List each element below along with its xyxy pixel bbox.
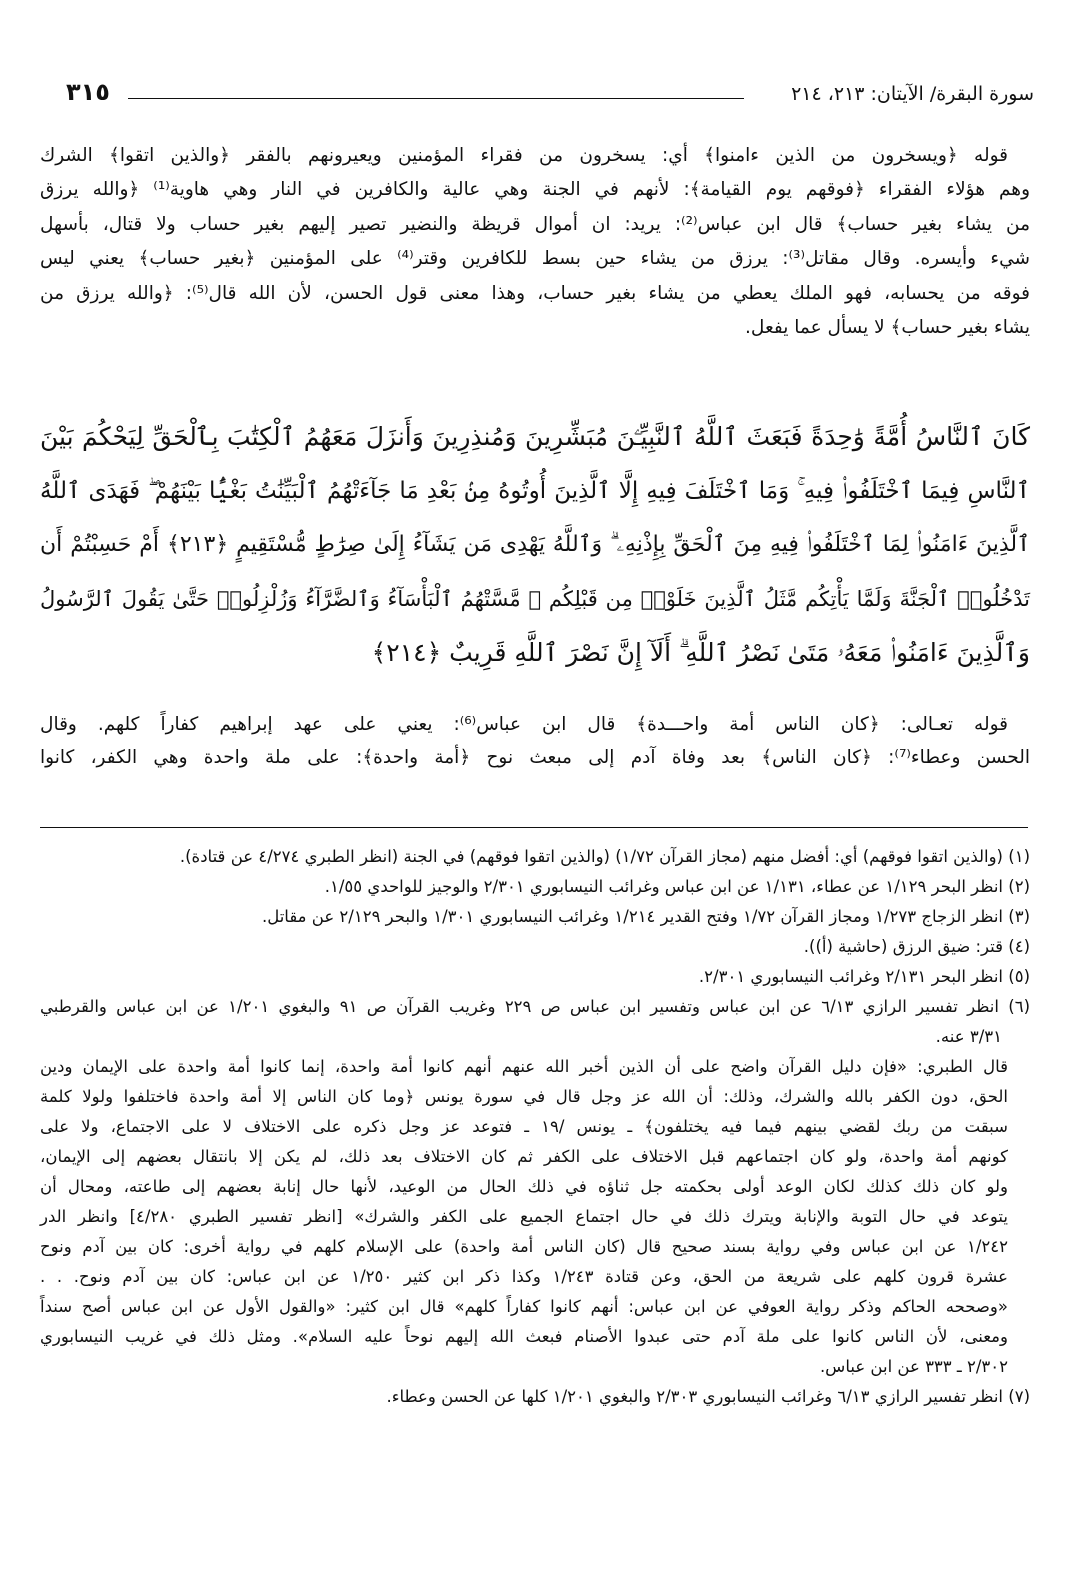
footnote-4: (٤) قتر: ضيق الرزق (حاشية (أ)). [803,937,1030,956]
page-number: ٣١٥ [66,78,110,106]
running-title: سورة البقرة/ الآيتان: ٢١٣، ٢١٤ [791,83,1034,105]
text-line: وهم هؤلاء الفقراء ﴿فوقهم يوم القيامة﴾: لأنهم في الجنة وهي عالية والكافرين في النار وهي هاوية⁽¹⁾ ﴿والله يرزق [40,179,1031,201]
verse-line: كَانَ ٱلنَّاسُ أُمَّةً وَٰحِدَةً فَبَعَثَ ٱللَّهُ ٱلنَّبِيِّـۧنَ مُبَشِّرِينَ وَمُنذِرِينَ وَأَنزَلَ مَعَهُمُ ٱلْكِتَٰبَ بِٱلْحَقِّ لِيَحْكُمَ بَيْنَ [40,422,1030,451]
verse-line: تَدْخُلُوا۟ ٱلْجَنَّةَ وَلَمَّا يَأْتِكُم مَّثَلُ ٱلَّذِينَ خَلَوْا۟ مِن قَبْلِكُم ۖ مَّسَّتْهُمُ ٱلْبَأْسَآءُ وَٱلضَّرَّآءُ وَزُلْزِلُوا۟ حَتَّىٰ يَقُولَ ٱلرَّسُولُ [40,587,1030,611]
footnote-6-commentary-line: سبقت من ربك لقضي بينهم فيما فيه يختلفون﴾ ـ يونس /١٩ ـ فتوعد عز وجل ذكره على الاختلاف لا على الاجتماع، ولا على [40,1117,1008,1136]
text-line: من يشاء بغير حساب﴾ قال ابن عباس⁽²⁾: يريد: ان أموال قريظة والنضير تصير إليهم بغير حساب ولا قتال، بأسهل [40,213,1030,235]
commentary-paragraph-2 [40,708,1030,774]
footnote-6-commentary-line: الحق، دون الكفر بالله والشرك، وذلك: أن الله عز وجل قال في سورة يونس ﴿وما كان الناس إلا أمة واحدة فاختلفوا ولولا كلمة [40,1087,1008,1106]
footnote-6-commentary-line: كونهم أمة واحدة، ولو كان اجتماعهم قبل الاختلاف على الكفر ثم كان الاختلاف بعد ذلك، لم يكن إلا بانتقال بعضهم إلى الإيمان، [40,1147,1008,1166]
quran-verses [40,410,1030,680]
footnote-6-commentary-line: ولو كان ذلك كذلك لكان الوعد أولى بحكمته جل ثناؤه في ذلك الحال من الوعيد، لأنها حال إنابة بعضهم إلى طاعته، ومحال أن [40,1177,1008,1196]
verse-line: ٱلَّذِينَ ءَامَنُوا۟ لِمَا ٱخْتَلَفُوا۟ فِيهِ مِنَ ٱلْحَقِّ بِإِذْنِهِۦ ۗ وَٱللَّهُ يَهْدِى مَن يَشَآءُ إِلَىٰ صِرَٰطٍ مُّسْتَقِيمٍ ﴿٢١٣﴾ أَمْ حَسِبْتُمْ أَن [40,532,1030,557]
text-line: قوله تعـالى: ﴿كان الناس أمة واحـــدة﴾ قال ابن عباس⁽⁶⁾: يعني على عهد إبراهيم كفاراً كلهم. وقال [40,714,1008,735]
footnote-separator [40,827,1028,828]
footnote-5: (٥) انظر البحر ٢/١٣١ وغرائب النيسابوري ٢/٣٠١. [698,967,1030,986]
text-line: الحسن وعطاء⁽⁷⁾: ﴿كان الناس﴾ بعد وفاة آدم إلى مبعث نوح ﴿أمة واحدة﴾: على ملة واحدة وهي الكفر، كانوا [40,747,1030,768]
running-header [66,76,1034,108]
footnote-7: (٧) انظر تفسير الرازي ٦/١٣ وغرائب النيسابوري ٢/٣٠٣ والبغوي ١/٢٠١ كلها عن الحسن وعطاء. [386,1387,1030,1406]
verse-line: وَٱلَّذِينَ ءَامَنُوا۟ مَعَهُۥ مَتَىٰ نَصْرُ ٱللَّهِ ۗ أَلَآ إِنَّ نَصْرَ ٱللَّهِ قَرِيبٌ ﴿٢١٤﴾ [371,638,1030,667]
commentary-paragraph-1 [40,139,1030,345]
footnotes [40,842,1030,1412]
header-rule [128,98,744,99]
footnote-2: (٢) انظر البحر ١/١٢٩ عن عطاء، ١/١٣١ عن ابن عباس وغرائب النيسابوري ٢/٣٠١ والوجيز للواحدي ١/٥٥. [324,877,1030,896]
footnote-6-commentary-line: «وصححه الحاكم وذكر رواية العوفي عن ابن عباس: أنهم كانوا كفاراً كلهم» قال ابن كثير: «والقول الأول عن ابن عباس أصح سنداً [40,1297,1008,1316]
verse-line: ٱلنَّاسِ فِيمَا ٱخْتَلَفُوا۟ فِيهِ ۚ وَمَا ٱخْتَلَفَ فِيهِ إِلَّا ٱلَّذِينَ أُوتُوهُ مِنۢ بَعْدِ مَا جَآءَتْهُمُ ٱلْبَيِّنَٰتُ بَغْيًۢا بَيْنَهُمْ ۖ فَهَدَى ٱللَّهُ [40,478,1030,504]
footnote-3: (٣) انظر الزجاج ١/٢٧٣ ومجاز القرآن ١/٧٢ وفتح القدير ١/٢١٤ وغرائب النيسابوري ١/٣٠١ والبحر ٢/١٢٩ عن مقاتل. [261,907,1030,926]
footnote-1: (١) (والذين اتقوا فوقهم) أي: أفضل منهم (مجاز القرآن ١/٧٢) (والذين اتقوا فوقهم) في الجنة (انظر الطبري ٤/٢٧٤ عن قتادة). [179,847,1030,866]
text-line: شيء وأيسره. وقال مقاتل⁽³⁾: يرزق من يشاء حين بسط للكافرين وقتر⁽⁴⁾ على المؤمنين ﴿بغير حساب﴾ يعني ليس [40,248,1031,270]
text-line: يشاء بغير حساب﴾ لا يسأل عما يفعل. [745,316,1030,338]
text-line: قوله ﴿ويسخرون من الذين ءامنوا﴾ أي: يسخرون من فقراء المؤمنين ويعيرونهم بالفقر ﴿والذين اتقوا﴾ الشرك [40,145,1008,166]
footnote-6-commentary-line: قال الطبري: «فإن دليل القرآن واضح على أن الذين أخبر الله عنهم أنهم كانوا أمة واحدة، إنما كانوا أمة واحدة على الإيمان ودين [40,1057,1008,1076]
footnote-6-commentary-line: عشرة قرون كلهم على شريعة من الحق، وعن قتادة ١/٢٤٣ وكذا ذكر ابن كثير ١/٢٥٠ عن ابن عباس: كان بين آدم ونوح. . . [40,1267,1008,1286]
footnote-6-cont: ٣/٣١ عنه. [935,1027,1002,1046]
footnote-6-commentary-line: ومعنى، لأن الناس كانوا على ملة آدم حتى عبدوا الأصنام فبعث الله إليهم نوحاً عليه السلام». ومثل ذلك في غريب النيسابوري [40,1327,1008,1346]
footnote-6-commentary-line: يتوعد في حال التوبة والإنابة ويترك ذلك في حال اجتماع الجميع على الكفر والشرك» [انظر تفسير الطبري ٤/٢٨٠] وانظر الدر [40,1207,1008,1226]
footnote-6-commentary-line: ١/٢٤٢ عن ابن عباس وفي رواية بسند صحيح قال (كان الناس أمة واحدة) على الإسلام كلهم في رواية أخرى: كان بين آدم ونوح [40,1237,1008,1256]
text-line: فوقه من يحسابه، فهو الملك يعطي من يشاء بغير حساب، وهذا معنى قول الحسن، لأن الله قال⁽⁵⁾: ﴿والله يرزق من [40,282,1030,304]
footnote-6: (٦) انظر تفسير الرازي ٦/١٣ عن ابن عباس وتفسير ابن عباس ص ٢٢٩ وغريب القرآن ص ٩١ والبغوي ١/٢٠١ عن ابن عباس والقرطبي [40,997,1031,1016]
footnote-6-commentary-line: ٢/٣٠٢ ـ ٣٣٣ عن ابن عباس. [819,1357,1008,1376]
